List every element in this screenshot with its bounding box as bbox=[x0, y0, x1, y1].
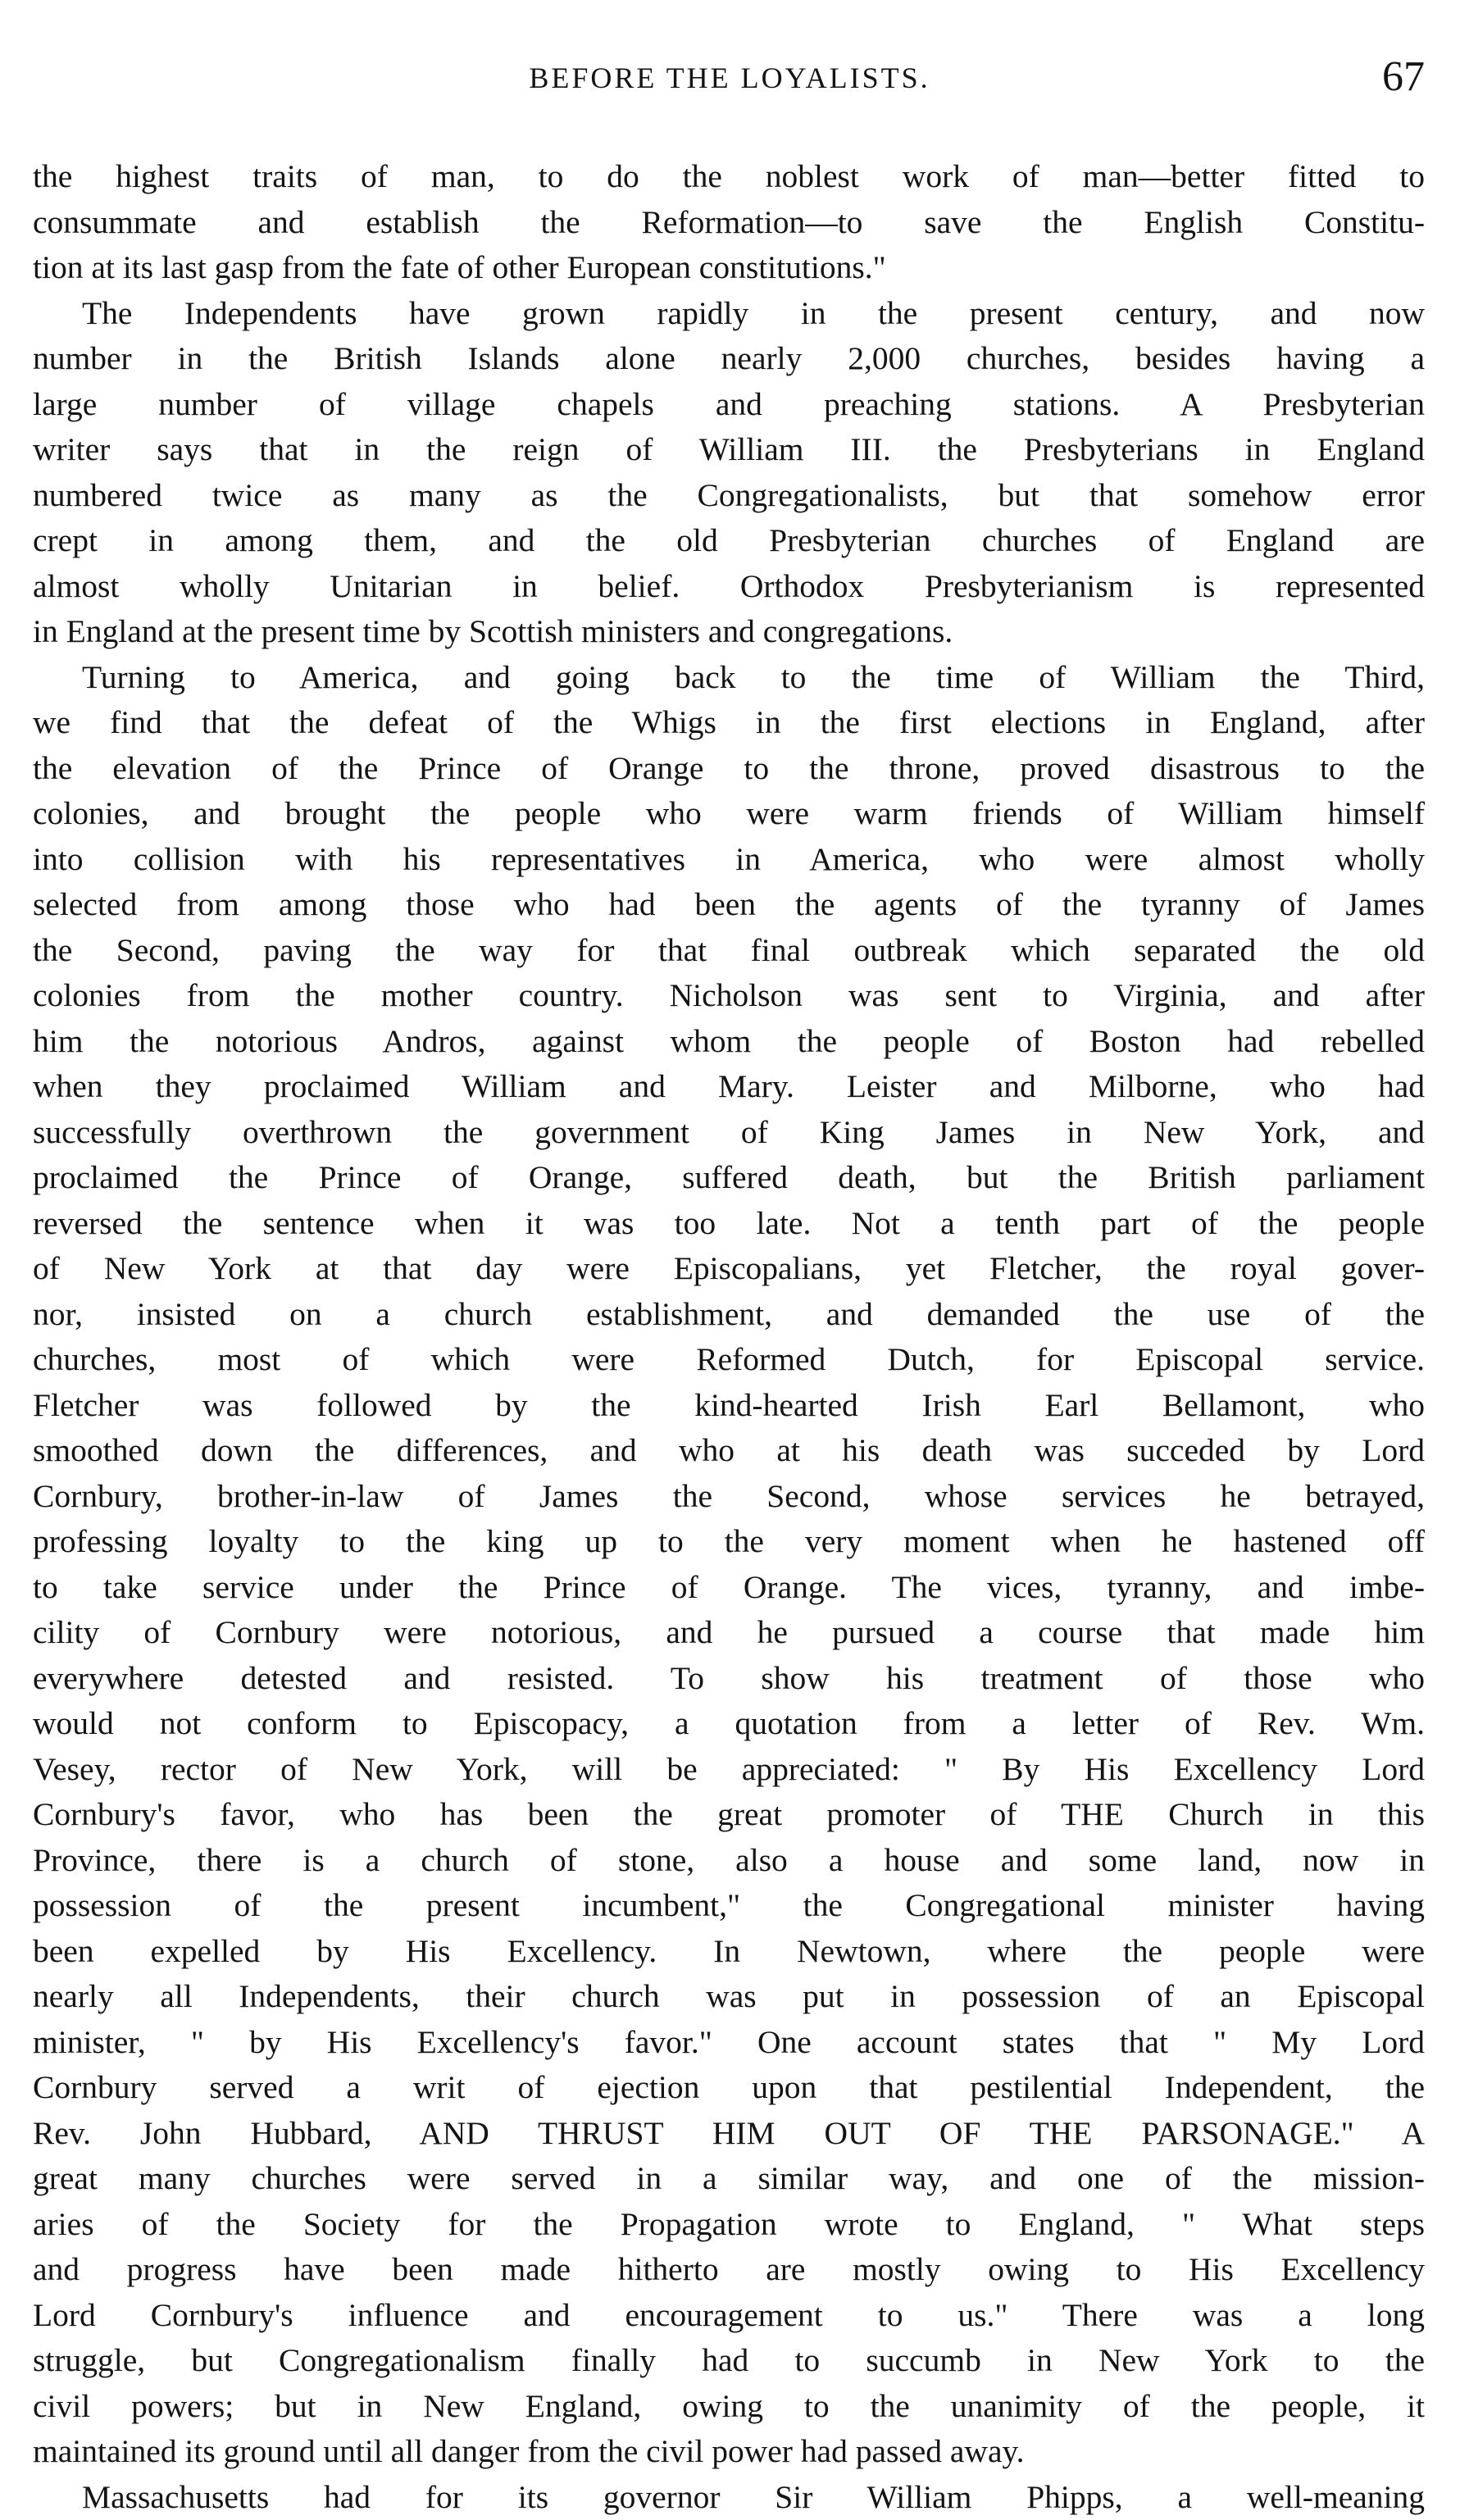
text-line: Cornbury, brother-in-law of James the Second, whose services he betrayed, bbox=[33, 1474, 1425, 1520]
text-line: Fletcher was followed by the kind-hearted Irish Earl Bellamont, who bbox=[33, 1383, 1425, 1429]
running-title: BEFORE THE LOYALISTS. bbox=[33, 61, 1426, 95]
text-line: to take service under the Prince of Orange. The vices, tyranny, and imbe- bbox=[33, 1565, 1425, 1611]
body-text bbox=[33, 154, 1425, 2520]
text-line: number in the British Islands alone nearly 2,000 churches, besides having a bbox=[33, 336, 1425, 382]
text-line: we find that the defeat of the Whigs in the first elections in England, after bbox=[33, 700, 1425, 746]
text-line: aries of the Society for the Propagation wrote to England, " What steps bbox=[33, 2202, 1425, 2248]
text-line: Rev. John Hubbard, AND THRUST HIM OUT OF THE PARSONAGE." A bbox=[33, 2111, 1425, 2157]
text-line: the elevation of the Prince of Orange to the throne, proved disastrous to the bbox=[33, 746, 1425, 792]
text-line: Lord Cornbury's influence and encouragement to us." There was a long bbox=[33, 2293, 1425, 2339]
paragraph-massachusetts bbox=[33, 2475, 1425, 2520]
text-line: maintained its ground until all danger from the civil power had passed away. bbox=[33, 2429, 1425, 2475]
text-line: of New York at that day were Episcopalians, yet Fletcher, the royal gover- bbox=[33, 1246, 1425, 1292]
text-line: almost wholly Unitarian in belief. Orthodox Presbyterianism is represented bbox=[33, 564, 1425, 610]
text-line: successfully overthrown the government of King James in New York, and bbox=[33, 1110, 1425, 1156]
text-line: tion at its last gasp from the fate of other European constitutions." bbox=[33, 245, 1425, 291]
text-line: consummate and establish the Reformation—to save the English Constitu- bbox=[33, 200, 1425, 246]
page-number: 67 bbox=[1382, 52, 1425, 101]
text-line: colonies, and brought the people who were warm friends of William himself bbox=[33, 791, 1425, 837]
text-line: when they proclaimed William and Mary. Leister and Milborne, who had bbox=[33, 1064, 1425, 1110]
text-line: been expelled by His Excellency. In Newtown, where the people were bbox=[33, 1929, 1425, 1975]
text-line: colonies from the mother country. Nicholson was sent to Virginia, and after bbox=[33, 973, 1425, 1019]
text-line: large number of village chapels and preaching stations. A Presbyterian bbox=[33, 382, 1425, 428]
text-line: and progress have been made hitherto are mostly owing to His Excellency bbox=[33, 2247, 1425, 2293]
text-line: churches, most of which were Reformed Dutch, for Episcopal service. bbox=[33, 1337, 1425, 1383]
paragraph-continuation bbox=[33, 154, 1425, 291]
running-head bbox=[33, 51, 1426, 116]
text-line: smoothed down the differences, and who at his death was succeded by Lord bbox=[33, 1428, 1425, 1474]
text-line: Cornbury's favor, who has been the great promoter of THE Church in this bbox=[33, 1792, 1425, 1838]
text-line: the Second, paving the way for that final outbreak which separated the old bbox=[33, 928, 1425, 974]
text-line: cility of Cornbury were notorious, and he pursued a course that made him bbox=[33, 1610, 1425, 1656]
text-line: in England at the present time by Scottish ministers and congregations. bbox=[33, 609, 1425, 655]
text-line: possession of the present incumbent," the Congregational minister having bbox=[33, 1883, 1425, 1929]
paragraph-america bbox=[33, 655, 1425, 2475]
text-line: civil powers; but in New England, owing to the unanimity of the people, it bbox=[33, 2384, 1425, 2430]
text-line: Cornbury served a writ of ejection upon that pestilential Independent, the bbox=[33, 2065, 1425, 2111]
text-line: great many churches were served in a similar way, and one of the mission- bbox=[33, 2156, 1425, 2202]
text-line: professing loyalty to the king up to the very moment when he hastened off bbox=[33, 1519, 1425, 1565]
text-line: proclaimed the Prince of Orange, suffered death, but the British parliament bbox=[33, 1155, 1425, 1201]
text-line: everywhere detested and resisted. To show his treatment of those who bbox=[33, 1656, 1425, 1702]
text-line: into collision with his representatives in America, who were almost wholly bbox=[33, 837, 1425, 883]
text-line: Vesey, rector of New York, will be appreciated: " By His Excellency Lord bbox=[33, 1747, 1425, 1793]
text-line: numbered twice as many as the Congregationalists, but that somehow error bbox=[33, 473, 1425, 519]
text-line: Massachusetts had for its governor Sir William Phipps, a well-meaning bbox=[33, 2475, 1425, 2520]
text-line: would not conform to Episcopacy, a quotation from a letter of Rev. Wm. bbox=[33, 1701, 1425, 1747]
text-line: writer says that in the reign of William III. the Presbyterians in England bbox=[33, 427, 1425, 473]
text-line: struggle, but Congregationalism finally had to succumb in New York to the bbox=[33, 2338, 1425, 2384]
text-line: minister, " by His Excellency's favor." One account states that " My Lord bbox=[33, 2020, 1425, 2066]
text-line: Province, there is a church of stone, also a house and some land, now in bbox=[33, 1838, 1425, 1884]
text-line: nor, insisted on a church establishment, and demanded the use of the bbox=[33, 1292, 1425, 1338]
paragraph-independents bbox=[33, 291, 1425, 655]
text-line: nearly all Independents, their church was put in possession of an Episcopal bbox=[33, 1974, 1425, 2020]
text-line: reversed the sentence when it was too late. Not a tenth part of the people bbox=[33, 1201, 1425, 1247]
text-line: Turning to America, and going back to the time of William the Third, bbox=[33, 655, 1425, 701]
text-line: him the notorious Andros, against whom the people of Boston had rebelled bbox=[33, 1019, 1425, 1065]
text-line: the highest traits of man, to do the noblest work of man—better fitted to bbox=[33, 154, 1425, 200]
text-line: crept in among them, and the old Presbyterian churches of England are bbox=[33, 518, 1425, 564]
text-line: The Independents have grown rapidly in the present century, and now bbox=[33, 291, 1425, 337]
text-line: selected from among those who had been the agents of the tyranny of James bbox=[33, 882, 1425, 928]
